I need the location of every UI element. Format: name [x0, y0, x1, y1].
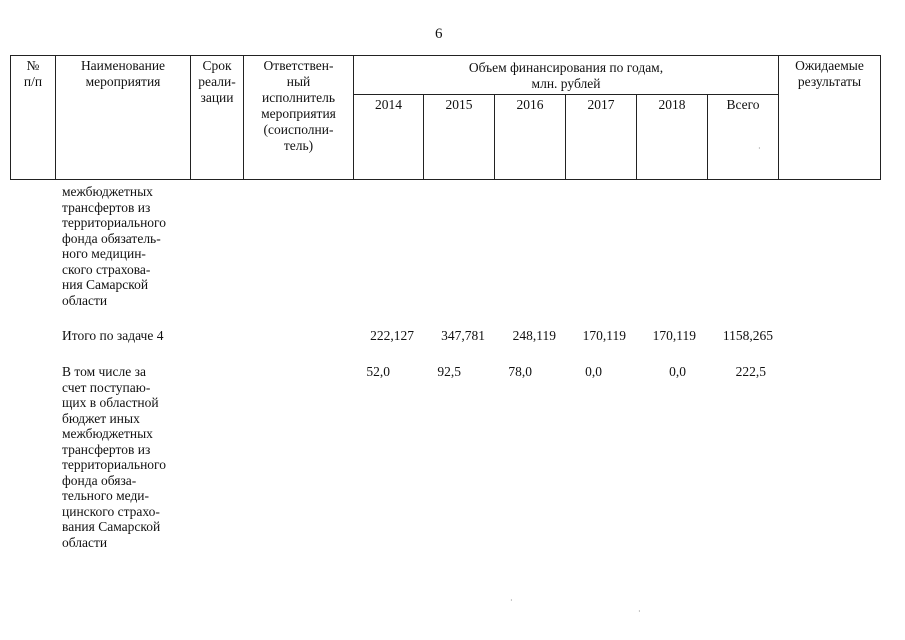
row-total-sum: 1158,265 [722, 328, 773, 343]
scan-speck: · [510, 596, 513, 605]
row-total-2018: 170,119 [652, 328, 696, 343]
page-number: 6 [435, 26, 443, 42]
header-year-2014: 2014 [354, 95, 424, 180]
header-col-funding: Объем финансирования по годам, млн. рублей [354, 56, 779, 95]
continued-description: межбюджетных трансфертов из территориального фонда обязатель- ного медицин- ского страхова- ния Самарской области [62, 184, 166, 308]
scan-speck: · [638, 607, 641, 616]
header-col-name: Наименование мероприятия [56, 56, 191, 180]
row-including-2015: 92,5 [437, 364, 461, 379]
header-col-number: № п/п [11, 56, 56, 180]
row-including-2018: 0,0 [669, 364, 686, 379]
row-total-2015: 347,781 [441, 328, 485, 343]
row-total-2016: 248,119 [512, 328, 556, 343]
row-total-2014: 222,127 [370, 328, 414, 343]
header-col-responsible: Ответствен- ный исполнитель мероприятия (соисполни- тель) [244, 56, 354, 180]
header-year-2017: 2017 [566, 95, 637, 180]
row-total-label: Итого по задаче 4 [62, 328, 164, 343]
funding-table-header [10, 55, 881, 180]
header-year-2016: 2016 [495, 95, 566, 180]
header-year-total: Всего [708, 95, 779, 180]
row-including-label: В том числе за счет поступаю- щих в областной бюджет иных межбюджетных трансфертов из территориального фонда обяза- тельного меди- цинского страхо- вания Самарской области [62, 364, 166, 550]
row-including-sum: 222,5 [735, 364, 766, 379]
row-including-2016: 78,0 [508, 364, 532, 379]
scan-speck: · [758, 144, 761, 153]
header-col-term: Срок реали- зации [191, 56, 244, 180]
header-year-2015: 2015 [424, 95, 495, 180]
header-col-results: Ожидаемые результаты [779, 56, 881, 180]
header-year-2018: 2018 [637, 95, 708, 180]
row-including-2014: 52,0 [366, 364, 390, 379]
row-including-2017: 0,0 [585, 364, 602, 379]
row-total-2017: 170,119 [582, 328, 626, 343]
